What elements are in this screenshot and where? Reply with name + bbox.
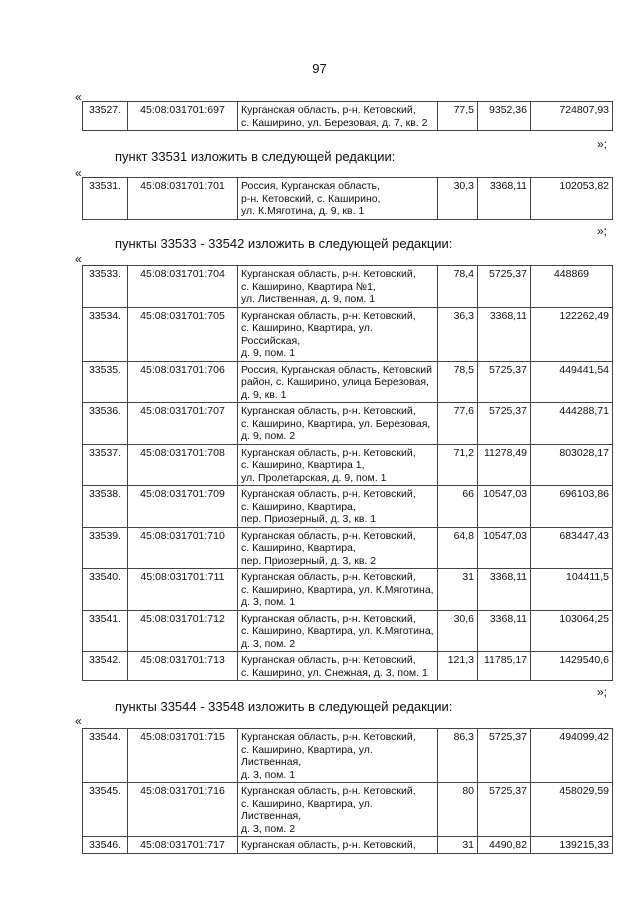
area: 78,4 [438,266,478,308]
row-number: 33540. [83,569,128,611]
address: Курганская область, р-н. Кетовский, с. Каширино, Квартира, пер. Приозерный, д. 3, кв. 1 [238,486,438,528]
address: Курганская область, р-н. Кетовский, с. Каширино, Квартира, ул. К.Мяготина, д. 3, пом. 1 [238,569,438,611]
rate: 3368,11 [478,307,531,361]
section-heading: пункты 33533 - 33542 изложить в следующей редакции: [115,236,453,251]
rate: 9352,36 [478,102,531,131]
row-number: 33537. [83,444,128,486]
table-row [83,729,613,783]
table-row [83,527,613,569]
area: 30,6 [438,610,478,652]
address: Курганская область, р-н. Кетовский, с. Каширино, Квартира, ул. Березовая, д. 9, пом. 2 [238,403,438,445]
table-row [83,783,613,837]
address: Курганская область, р-н. Кетовский, с. Каширино, Квартира 1, ул. Пролетарская, д. 9, пом. 1 [238,444,438,486]
cadastral-value: 122262,49 [531,307,613,361]
cadastral-value: 724807,93 [531,102,613,131]
address: Курганская область, р-н. Кетовский, с. Каширино, ул. Снежная, д. 3, пом. 1 [238,652,438,681]
table-row [83,486,613,528]
cadastral-number: 45:08:031701:709 [128,486,238,528]
row-number: 33533. [83,266,128,308]
cadastral-number: 45:08:031701:715 [128,729,238,783]
area: 121,3 [438,652,478,681]
table-row [83,652,613,681]
address: Россия, Курганская область, р-н. Кетовский, с. Каширино, ул. К.Мяготина, д. 9, кв. 1 [238,178,438,220]
rate: 5725,37 [478,729,531,783]
cadastral-value: 494099,42 [531,729,613,783]
close-quote: »; [597,224,608,238]
cadastral-value: 683447,43 [531,527,613,569]
cadastral-number: 45:08:031701:701 [128,178,238,220]
close-quote: »; [597,685,608,699]
cadastral-number: 45:08:031701:708 [128,444,238,486]
table-row [83,178,613,220]
address: Курганская область, р-н. Кетовский, с. Каширино, Квартира, ул. Лиственная, д. 3, пом. 2 [238,783,438,837]
cadastral-value: 102053,82 [531,178,613,220]
table-row [83,361,613,403]
section-heading: пункт 33531 изложить в следующей редакции: [115,149,396,164]
rate: 3368,11 [478,610,531,652]
table-row [83,569,613,611]
rate: 5725,37 [478,403,531,445]
table-row [83,444,613,486]
row-number: 33531. [83,178,128,220]
cadastral-value: 458029,59 [531,783,613,837]
address: Россия, Курганская область, Кетовский район, с. Каширино, улица Березовая, д. 9, кв. 1 [238,361,438,403]
registry-table [82,265,613,681]
rate: 11785,17 [478,652,531,681]
row-number: 33539. [83,527,128,569]
table-row [83,307,613,361]
area: 66 [438,486,478,528]
cadastral-value: 139215,33 [531,837,613,854]
registry-table [82,728,613,854]
close-quote: »; [597,137,608,151]
address: Курганская область, р-н. Кетовский, с. Каширино, Квартира, ул. Лиственная, д. 3, пом. 1 [238,729,438,783]
rate: 5725,37 [478,361,531,403]
area: 80 [438,783,478,837]
row-number: 33534. [83,307,128,361]
cadastral-value: 696103,86 [531,486,613,528]
row-number: 33542. [83,652,128,681]
rate: 4490,82 [478,837,531,854]
open-quote: « [75,166,82,180]
row-number: 33538. [83,486,128,528]
cadastral-number: 45:08:031701:704 [128,266,238,308]
rate: 3368,11 [478,569,531,611]
cadastral-value: 448869 [531,266,613,308]
area: 64,8 [438,527,478,569]
cadastral-number: 45:08:031701:711 [128,569,238,611]
row-number: 33546. [83,837,128,854]
page-number: 97 [312,61,327,76]
area: 77,6 [438,403,478,445]
address: Курганская область, р-н. Кетовский, с. Каширино, Квартира, ул. К.Мяготина, д. 3, пом. 2 [238,610,438,652]
open-quote: « [75,252,82,266]
address: Курганская область, р-н. Кетовский, с. Каширино, Квартира №1, ул. Лиственная, д. 9, пом. 1 [238,266,438,308]
rate: 10547,03 [478,527,531,569]
cadastral-number: 45:08:031701:706 [128,361,238,403]
cadastral-number: 45:08:031701:712 [128,610,238,652]
area: 30,3 [438,178,478,220]
cadastral-value: 449441,54 [531,361,613,403]
rate: 10547,03 [478,486,531,528]
cadastral-value: 103064,25 [531,610,613,652]
rate: 11278,49 [478,444,531,486]
cadastral-number: 45:08:031701:697 [128,102,238,131]
row-number: 33535. [83,361,128,403]
section-heading: пункты 33544 - 33548 изложить в следующей редакции: [115,699,453,714]
table-row [83,610,613,652]
row-number: 33544. [83,729,128,783]
row-number: 33545. [83,783,128,837]
area: 77,5 [438,102,478,131]
row-number: 33536. [83,403,128,445]
cadastral-number: 45:08:031701:710 [128,527,238,569]
cadastral-value: 444288,71 [531,403,613,445]
row-number: 33541. [83,610,128,652]
rate: 3368,11 [478,178,531,220]
area: 71,2 [438,444,478,486]
table-row [83,266,613,308]
address: Курганская область, р-н. Кетовский, [238,837,438,854]
rate: 5725,37 [478,783,531,837]
address: Курганская область, р-н. Кетовский, с. Каширино, ул. Березовая, д. 7, кв. 2 [238,102,438,131]
cadastral-value: 1429540,6 [531,652,613,681]
area: 78,5 [438,361,478,403]
table-row [83,837,613,854]
table-row [83,102,613,131]
registry-table [82,177,613,220]
cadastral-value: 803028,17 [531,444,613,486]
area: 31 [438,569,478,611]
registry-table [82,101,613,131]
cadastral-number: 45:08:031701:705 [128,307,238,361]
area: 86,3 [438,729,478,783]
open-quote: « [75,714,82,728]
table-row [83,403,613,445]
open-quote: « [75,90,82,104]
cadastral-value: 104411,5 [531,569,613,611]
cadastral-number: 45:08:031701:717 [128,837,238,854]
area: 31 [438,837,478,854]
cadastral-number: 45:08:031701:707 [128,403,238,445]
address: Курганская область, р-н. Кетовский, с. Каширино, Квартира, пер. Приозерный, д. 3, кв. 2 [238,527,438,569]
cadastral-number: 45:08:031701:716 [128,783,238,837]
area: 36,3 [438,307,478,361]
address: Курганская область, р-н. Кетовский, с. Каширино, Квартира, ул. Российская, д. 9, пом. 1 [238,307,438,361]
cadastral-number: 45:08:031701:713 [128,652,238,681]
rate: 5725,37 [478,266,531,308]
row-number: 33527. [83,102,128,131]
